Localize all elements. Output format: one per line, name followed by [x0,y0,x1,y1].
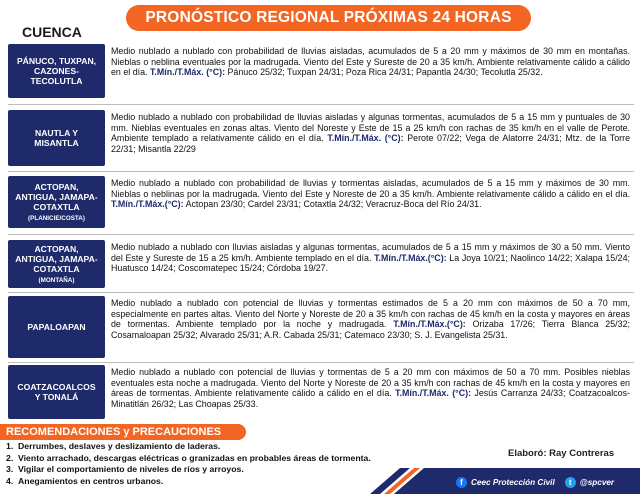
forecast-description: Medio nublado a nublado con lluvias aisladas y algunas tormentas, acumulados de 5 a 15 mm y máximos de 30 a 50 mm. Viento del Este y Sureste de 15 a 25 km/h. Ambiente templado en el día. [111,242,630,263]
recommendations-list [6,441,371,487]
region-subtitle: (MONTAÑA) [38,276,75,284]
row-divider [8,171,634,172]
list-item: 1. Derrumbes, deslaves y deslizamiento de laderas. [6,441,221,451]
region-name-line: NAUTLA Y [35,127,78,138]
temperature-values: Pánuco 25/32; Tuxpan 24/31; Poza Rica 24/31; Papantla 24/30; Tecolutla 25/32. [227,67,543,77]
temperature-values: Perote 07/22; Vega de Alatorre 24/31; Mtz. de la Torre 22/31; Misantla 22/29 [111,133,631,154]
region-name [8,365,105,419]
region-name-line: COTAXTLA [33,264,80,275]
region-row [8,110,634,166]
forecast-text [105,365,634,419]
region-name-line: MISANTLA [34,138,79,148]
region-name-line: ANTIGUA, JAMAPA- [15,192,98,203]
temperature-values: La Joya 10/21; Naolinco 14/22; Xalapa 15/24; Huatusco 14/24; Coscomatepec 15/24; Córdoba 19/27. [111,252,631,273]
forecast-description: Medio nublado a nublado con probabilidad de lluvias aisladas, acumulados de 5 a 20 mm y máximos de 30 mm en montañas. Nieblas o neblina eventuales por la madrugada. Viento del Este y Sureste de 20 a 35 km/h. Ambiente relativamente cálido a cálido en el día. [111,46,630,77]
temperature-label: T.Mín./T.Máx.(°C): [111,199,184,209]
region-name [8,296,105,358]
forecast-text [105,44,634,98]
footer-social [456,477,614,488]
forecast-description: Medio nublado a nublado con probabilidad de lluvias aisladas y algunas tormentas, acumulados de 5 a 15 mm y puntuales de 30 mm. Nieblas eventuales en zonas altas. Viento del Noreste y Este de 15 a 25 km/h con rachas de 35 km/h en el valle de Perote. Ambiente templado a relativamente cálido en el día. [111,112,630,143]
row-divider [8,362,634,363]
region-row [8,44,634,98]
region-name-line: PAPALOAPAN [27,321,86,332]
region-name-line: Y TONALÁ [34,392,79,402]
region-name-line: ACTOPAN, [34,243,79,254]
forecast-text [105,110,634,166]
region-row [8,365,634,419]
recommendations-title: RECOMENDACIONES y PRECAUCIONES [0,424,246,440]
temperature-values: Orizaba 17/26; Tierra Blanca 25/32; Cosamaloapan 25/32; Alvarado 25/31; A.R. Cabada 25/31; Catemaco 23/30; S. J. Evangelista 25/31. [111,319,630,340]
region-name-line: COTAXTLA [33,202,80,213]
forecast-text [105,296,634,358]
forecast-description: Medio nublado a nublado con probabilidad de lluvias y tormentas aisladas, acumulados de 5 a 15 mm y máximos de 30 mm. Nieblas o neblinas por la madrugada. Viento del Este y Noreste de 20 a 35 km/h. Ambiente relativamente cálido a cálido en el día. [111,178,630,199]
list-item: 3. Vigilar el comportamiento de niveles de ríos y arroyos. [6,464,244,475]
temperature-label: T.Mín./T.Máx.(°C): [374,252,447,263]
forecast-description: Medio nublado a nublado con potencial de lluvias y tormentas de 5 a 20 mm con máximos de 50 a 70 mm. Posibles nieblas eventuales esta noche a madrugada. Viento del Norte y Noreste de 20 a 35 km/h con rachas de 45 km/h en la costa y mayores en áreas de tormentas. Ambiente relativamente cálido a cálido en el día. [111,367,630,398]
region-name-line: CAZONES- [34,65,79,76]
temperature-label: T.Mín./T.Máx. (°C): [149,67,226,77]
temperature-values: Jesús Carranza 24/33; Coatzacoalcos-Minatitlán 26/32; Las Choapas 25/33. [111,388,630,409]
region-name-line: TECOLUTLA [30,76,83,87]
twitter-icon: t [565,477,576,488]
region-name-line: ACTOPAN, [34,181,79,192]
region-name-line: PÁNUCO, TUXPAN, [16,55,97,66]
page-title: PRONÓSTICO REGIONAL PRÓXIMAS 24 HORAS [126,5,531,31]
region-row [8,296,634,358]
forecast-text [105,176,634,228]
row-divider [8,292,634,293]
region-name-line: COATZACOALCOS [17,381,96,392]
twitter-handle[interactable]: @spcver [579,478,615,487]
region-name [8,110,105,166]
region-row [8,240,634,288]
temperature-label: T.Mín./T.Máx. (°C): [395,388,472,398]
facebook-handle[interactable]: Ceec Protección Civil [471,478,555,487]
list-item: 4. Anegamientos en centros urbanos. [6,475,164,486]
region-row [8,176,634,228]
temperature-values: Actopan 23/30; Cardel 23/31; Cotaxtla 24/32; Veracruz-Boca del Río 24/31. [185,199,482,209]
list-item: 2. Viento arrachado, descargas eléctricas o granizadas en probables áreas de tormenta. [6,452,371,463]
region-name [8,240,105,288]
row-divider [8,104,634,105]
forecast-description: Medio nublado a nublado con potencial de lluvias y tormentas estimados de 5 a 20 mm con máximos de 50 a 70 mm, especialmente en partes altas. Viento del Norte y Noreste de 20 a 35 km/h con rachas de 45 km/h en la costa y mayores en áreas de tormentas. Ambiente templado por la noche y madrugada. [111,298,630,329]
author-credit: Elaboró: Ray Contreras [508,448,615,459]
facebook-icon: f [456,477,467,488]
temperature-label: T.Mín./T.Máx.(°C): [393,319,466,329]
row-divider [8,234,634,235]
region-name [8,176,105,228]
section-label: CUENCA [22,24,82,40]
region-subtitle: (PLANICIE/COSTA) [28,214,85,222]
region-name [8,44,105,98]
forecast-text [105,240,634,288]
region-name-line: ANTIGUA, JAMAPA- [15,254,98,265]
temperature-label: T.Mín./T.Máx. (°C): [327,133,404,143]
